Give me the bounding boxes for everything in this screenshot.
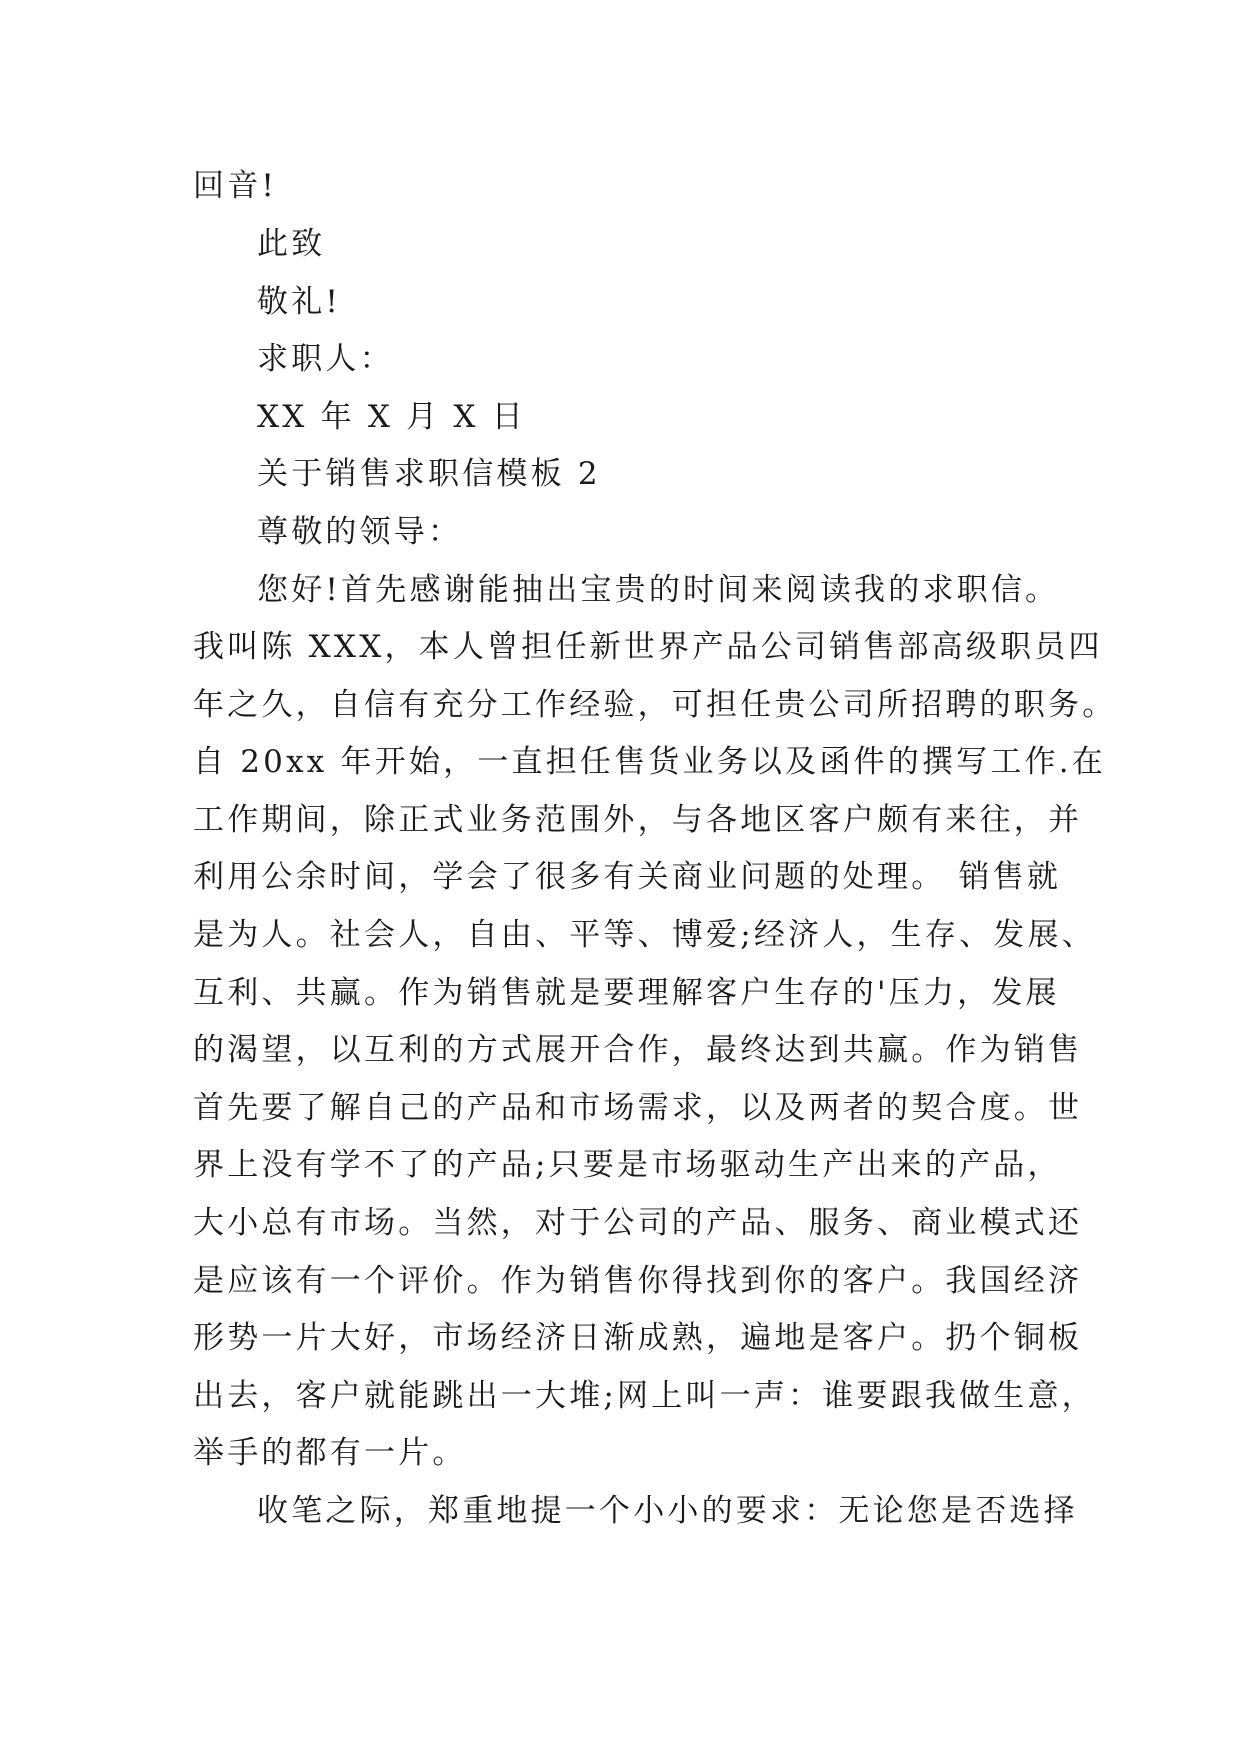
paragraph-line: 工作期间，除正式业务范围外，与各地区客户颇有来往，并 [193,802,1083,838]
salutation-jingli: 敬礼! [257,284,342,320]
paragraph-line: 自 20xx 年开始，一直担任售货业务以及函件的撰写工作.在 [193,744,1106,780]
paragraph-line: 年之久，自信有充分工作经验，可担任贵公司所招聘的职务。 [193,687,1117,723]
paragraph-line: 是应该有一个评价。作为销售你得找到你的客户。我国经济 [193,1263,1083,1299]
greeting: 尊敬的领导： [257,514,463,550]
section-title: 关于销售求职信模板 2 [257,456,601,492]
paragraph-line: 是为人。社会人，自由、平等、博爱;经济人，生存、发展、 [193,917,1096,953]
paragraph-line: 您好!首先感谢能抽出宝贵的时间来阅读我的求职信。 [257,572,1060,608]
closing-line: 回音! [193,168,278,204]
paragraph-line: 利用公余时间，学会了很多有关商业问题的处理。 销售就 [193,859,1062,895]
date-line: XX 年 X 月 X 日 [257,399,526,435]
paragraph-line: 我叫陈 XXX，本人曾担任新世界产品公司销售部高级职员四 [193,629,1103,665]
signature-label: 求职人： [257,341,394,377]
paragraph-line: 收笔之际，郑重地提一个小小的要求：无论您是否选择 [257,1493,1078,1529]
paragraph-line: 举手的都有一片。 [193,1435,467,1471]
paragraph-line: 形势一片大好，市场经济日渐成熟，遍地是客户。扔个铜板 [193,1320,1083,1356]
salutation-cizhi: 此致 [257,226,326,262]
paragraph-line: 互利、共赢。作为销售就是要理解客户生存的'压力，发展 [193,975,1060,1011]
paragraph-line: 界上没有学不了的产品;只要是市场驱动生产出来的产品， [193,1147,1062,1183]
paragraph-line: 大小总有市场。当然，对于公司的产品、服务、商业模式还 [193,1205,1083,1241]
paragraph-line: 出去，客户就能跳出一大堆;网上叫一声：谁要跟我做生意， [193,1378,1096,1414]
paragraph-line: 的渴望，以互利的方式展开合作，最终达到共赢。作为销售 [193,1032,1083,1068]
paragraph-line: 首先要了解自己的产品和市场需求，以及两者的契合度。世 [193,1090,1083,1126]
